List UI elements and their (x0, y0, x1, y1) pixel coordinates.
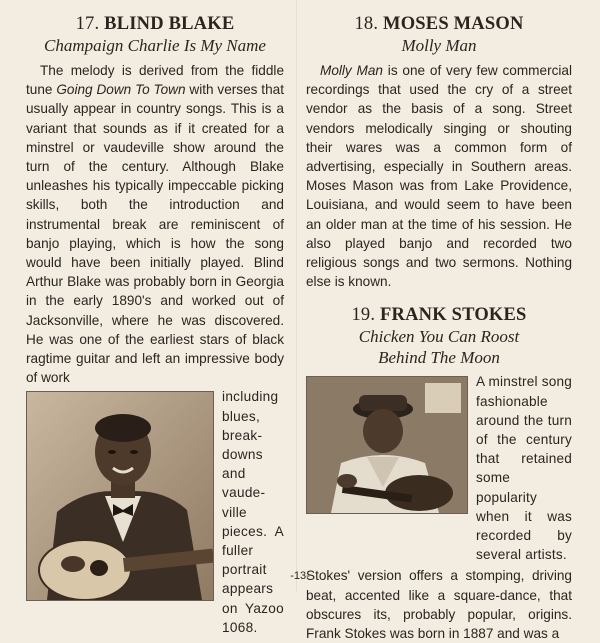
artist-name: BLIND BLAKE (104, 14, 235, 34)
center-fold (296, 0, 297, 592)
body-text: with verses that usually appear in country songs. This is a variant that sounds as if it created for a minstrel or vaudeville show around the turn of the century. Although Blake unleashes his typically impeccable picking skills, both the introduction and instrumental break are reminiscent of banjo playing, which is how the song would have been initially played. Blind Arthur Blake was probably born in Georgia in the early 1890's and worked out of Jacksonville, where he was discovered. He was one of the earliest stars of black ragtime guitar and left an impressive body of work (26, 82, 284, 386)
portrait-image (307, 377, 467, 513)
entry-body (306, 61, 572, 291)
body-text: is one of very few commercial recordings that used the cry of a street vendor as the basis of a song. Street vendors melodically singing or shouting their wares was a common form of advertising, especially in Southern areas. Moses Mason was from Lake Providence, Louisiana, and would seem to have been an older man at the time of his session. He also played banjo and recorded two religious songs and two sermons. Nothing else is known. (306, 63, 572, 290)
paragraph (26, 61, 284, 387)
body-text: Stokes' version offers a stomping, driving beat, accented like a square-dance, that obscures its, probably popular, origins. Frank Stokes was born in 1887 and was a (306, 568, 572, 642)
song-title: Champaign Charlie Is My Name (44, 36, 266, 55)
artist-name: FRANK STOKES (380, 305, 527, 326)
track-number: 17. (75, 14, 100, 34)
entry-blind-blake (26, 14, 284, 637)
song-title: Molly Man (401, 36, 477, 55)
page-number: -13- (290, 570, 310, 582)
entry-title (306, 305, 572, 326)
track-number: 19. (351, 305, 376, 326)
artist-name: MOSES MASON (383, 14, 524, 34)
entry-title (306, 14, 572, 35)
frank-stokes-photo (306, 376, 468, 514)
entry-moses-mason (306, 14, 572, 643)
entry-body (26, 61, 284, 387)
body-text: A minstrel song fashionable around the turn of the century that retained some popularity when it was recorded by several artists. (476, 374, 572, 563)
body-text: The melody is derived from the fiddle tune (26, 63, 284, 98)
wrapped-text (214, 387, 284, 637)
entry-frank-stokes (306, 305, 572, 643)
paragraph (306, 61, 572, 291)
song-reference: Molly Man (320, 63, 383, 78)
song-title-line-1: Chicken You Can Roost (358, 327, 520, 347)
song-reference: Going Down To Town (56, 82, 186, 98)
track-number: 18. (354, 14, 379, 34)
wrapped-text (468, 372, 572, 564)
body-text: including blues, break-downs and vaude-ville pieces. A fuller portrait appears on Yazoo 1068. (222, 389, 284, 635)
song-title-line-2: Behind The Moon (378, 348, 500, 368)
entry-title (26, 14, 284, 35)
